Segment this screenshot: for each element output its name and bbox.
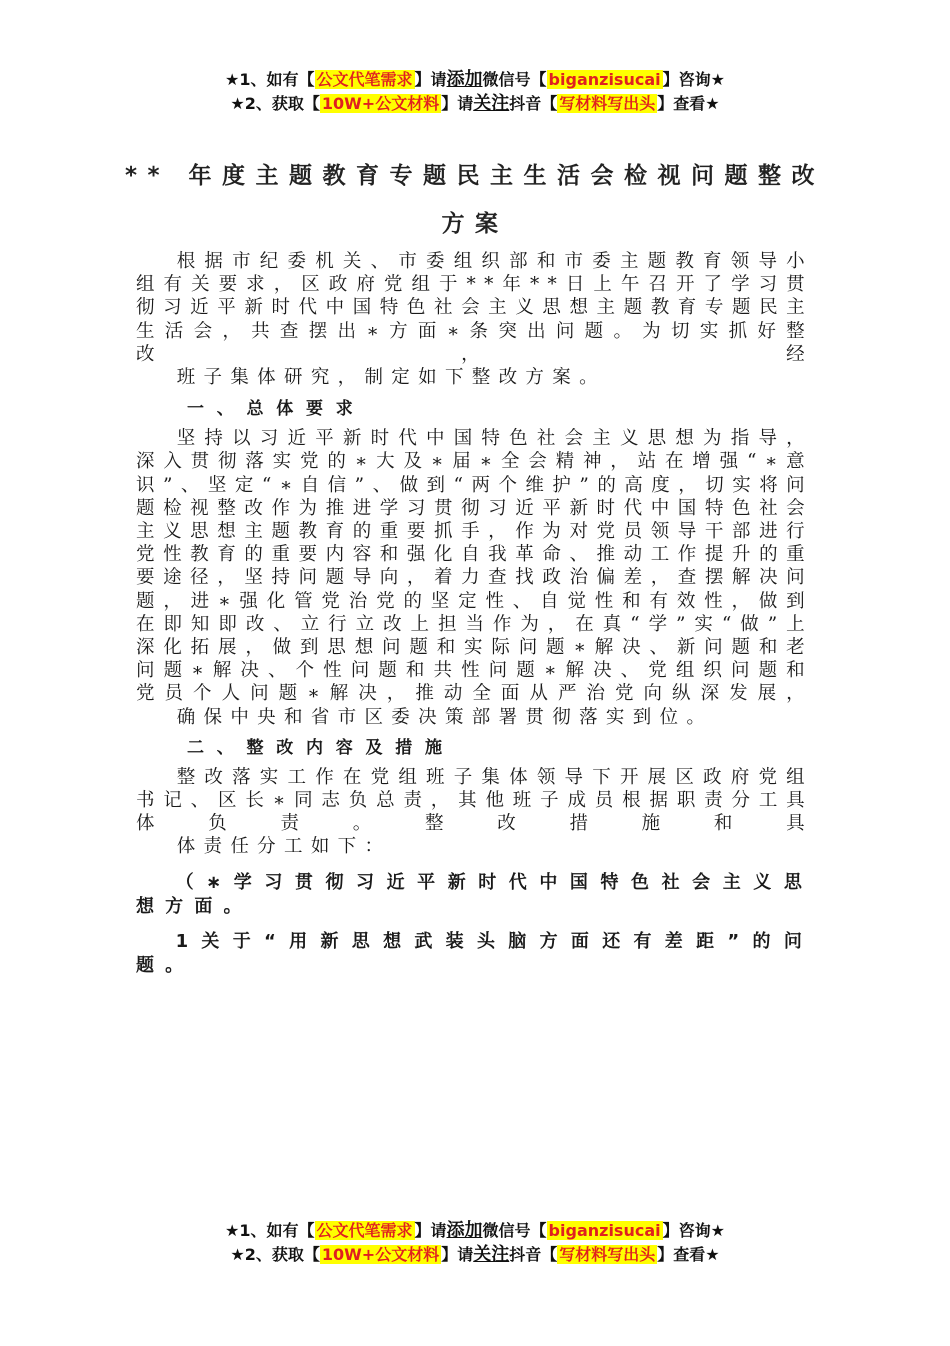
promo-text: 微信号【 xyxy=(482,70,547,89)
promo-text: 】查看★ xyxy=(657,94,720,113)
paragraph-last-line: 体责任分工如下： xyxy=(176,836,392,858)
document-title-line-1: ** 年度主题教育专题民主生活会检视问题整改 xyxy=(124,163,826,189)
promo-text: ★2、获取【 xyxy=(230,1245,320,1264)
general-requirements-paragraph xyxy=(136,427,813,729)
promo-line-1 xyxy=(0,1219,950,1243)
document-title-line-2: 方案 xyxy=(441,211,509,237)
promo-highlight: 公文代笔需求 xyxy=(316,70,413,89)
measures-paragraph xyxy=(136,766,813,859)
paragraph-last-line: 班子集体研究，制定如下整改方案。 xyxy=(176,367,606,389)
section-heading-1: 一、总体要求 xyxy=(187,399,366,420)
promo-banner-top xyxy=(0,68,950,116)
promo-text: ★2、获取【 xyxy=(230,94,320,113)
promo-douyin-id: 写材料写出头 xyxy=(559,94,656,113)
promo-underlined: 添加 xyxy=(446,1220,483,1241)
promo-douyin-id: 写材料写出头 xyxy=(559,1245,656,1264)
paragraph-text: 整改落实工作在党组班子集体领导下开展区政府党组书记、区长∗同志负总责，其他班子成员根据职责分工具体负责。整改措施和具 xyxy=(136,766,813,835)
paragraph-text: 根据市纪委机关、市委组织部和市委主题教育领导小组有关要求，区政府党组于**年**日上午召开了学习贯彻习近平新时代中国特色社会主义思想主题教育专题民主生活会，共查摆出∗方面∗条突出问题。为切实抓好整改，经 xyxy=(136,251,813,365)
paragraph-last-line: 确保中央和省市区委决策部署贯彻落实到位。 xyxy=(176,706,714,728)
promo-banner-bottom xyxy=(0,1219,950,1267)
promo-underlined: 关注 xyxy=(473,93,510,114)
intro-paragraph xyxy=(136,250,813,389)
promo-text: 】咨询★ xyxy=(662,70,725,89)
promo-wechat-id: biganzisucai xyxy=(548,1221,661,1240)
promo-text: 】咨询★ xyxy=(662,1221,725,1240)
promo-wechat-id: biganzisucai xyxy=(548,70,661,89)
promo-text: 】请 xyxy=(414,1221,447,1240)
promo-highlight: 公文代笔需求 xyxy=(316,1221,413,1240)
promo-text: ★1、如有【 xyxy=(225,1221,315,1240)
promo-text: 】请 xyxy=(414,70,447,89)
promo-line-1 xyxy=(0,68,950,92)
promo-text: 抖音【 xyxy=(509,94,558,113)
promo-text: 微信号【 xyxy=(482,1221,547,1240)
promo-underlined: 关注 xyxy=(473,1244,510,1265)
promo-text: 】请 xyxy=(441,1245,474,1264)
section-heading-2: 二、整改内容及措施 xyxy=(187,737,455,758)
promo-text: 】查看★ xyxy=(657,1245,720,1264)
paragraph-text: 坚持以习近平新时代中国特色社会主义思想为指导，深入贯彻落实党的∗大及∗届∗全会精神，站在增强“∗意识”、坚定“∗自信”、做到“两个维护”的高度，切实将问题检视整改作为推进学习贯彻习近平新时代中国特色社会主义思想主题教育的重要抓手，作为对党员领导干部进行党性教育的重要内容和强化自我革命、推动工作提升的重要途径，坚持问题导向，着力查找政治偏差，查摆解决问题，进∗强化管党治党的坚定性、自觉性和有效性，做到在即知即改、立行立改上担当作为，在真“学”实“做”上深化拓展，做到思想问题和实际问题∗解决、新问题和老问题∗解决、个性问题和共性问题∗解决、党组织问题和党员个人问题∗解决，推动全面从严治党向纵深发展， xyxy=(136,428,813,705)
document-body xyxy=(136,250,813,978)
promo-text: 抖音【 xyxy=(509,1245,558,1264)
promo-line-2 xyxy=(0,92,950,116)
promo-highlight: 10W+公文材料 xyxy=(321,1245,440,1264)
promo-highlight: 10W+公文材料 xyxy=(321,94,440,113)
subsection-item-1: 1关于“用新思想武装头脑方面还有差距”的问题。 xyxy=(136,930,813,976)
promo-line-2 xyxy=(0,1243,950,1267)
promo-underlined: 添加 xyxy=(446,69,483,90)
promo-text: ★1、如有【 xyxy=(225,70,315,89)
promo-text: 】请 xyxy=(441,94,474,113)
subsection-heading-1: （∗学习贯彻习近平新时代中国特色社会主义思想方面。 xyxy=(136,871,813,917)
